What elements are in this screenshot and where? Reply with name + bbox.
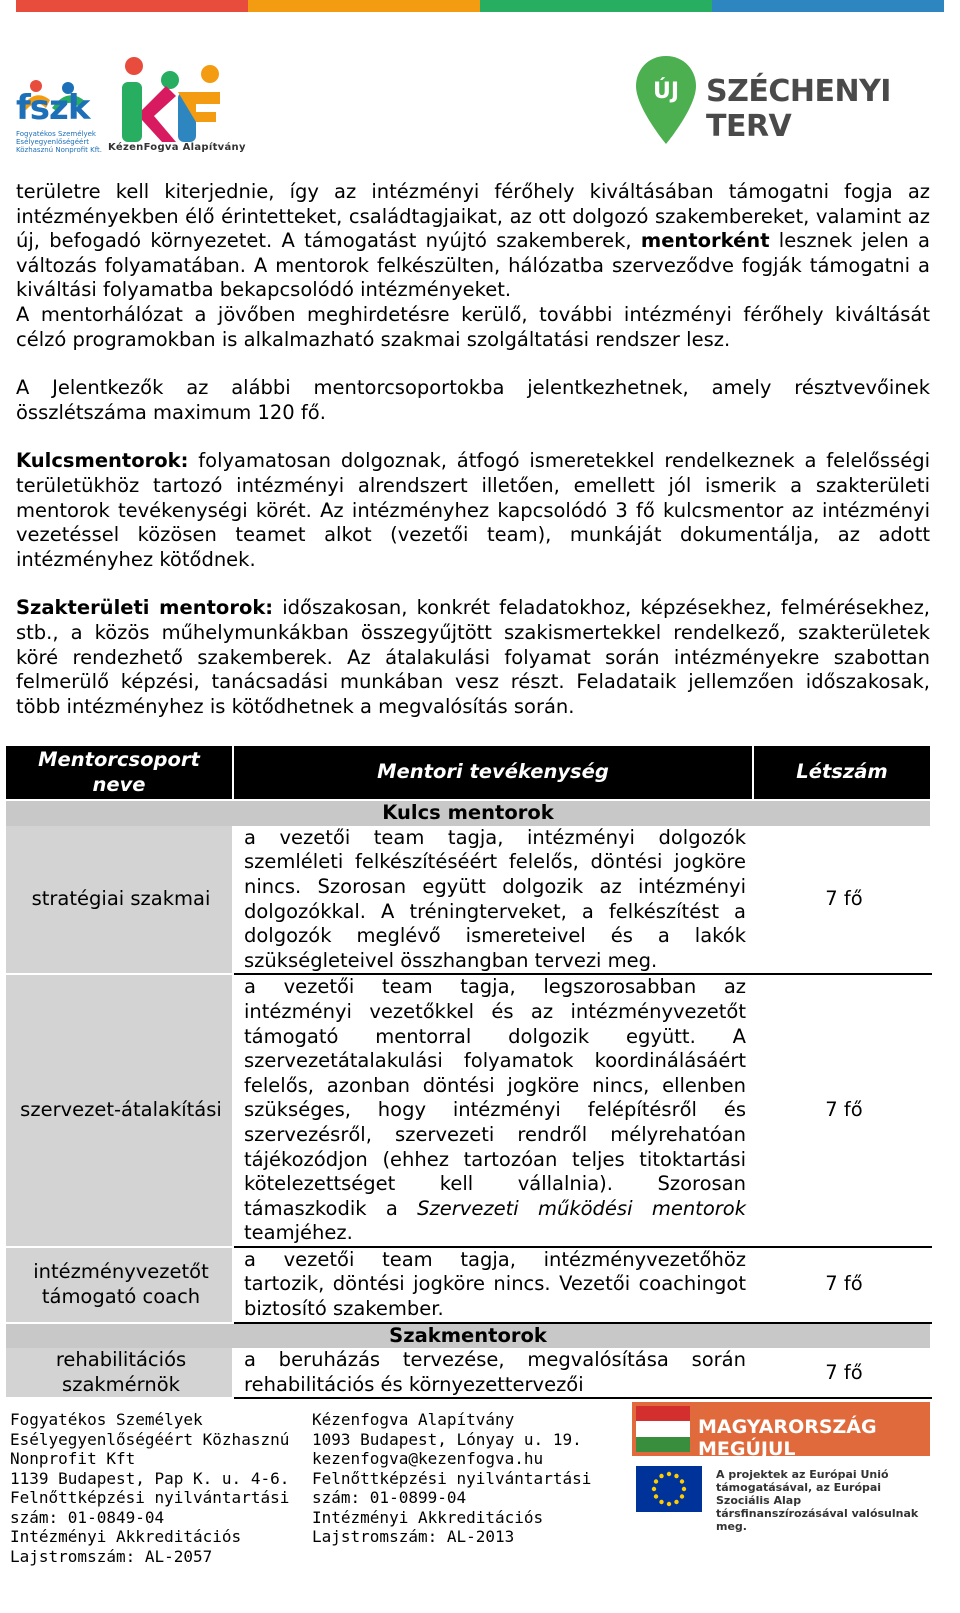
fszk-address-line: Intézményi Akkreditációs xyxy=(10,1527,242,1546)
section-key-mentors xyxy=(5,800,931,826)
kezenfogva-address-line: szám: 01-0899-04 xyxy=(312,1488,467,1507)
header-group-name: Mentorcsoport neve xyxy=(5,745,233,800)
paragraph-key-mentors xyxy=(16,449,930,572)
activity-run: teamjéhez. xyxy=(244,1221,353,1245)
intro-run: területre kell kiterjednie, így az intézményi férőhely kiváltásában támogatni fogja az intézményekben élő érintetteket, családtagjaikat, az ott dolgozó szakembereket, valamint az új, befogadó környezetet. A támogatást nyújtó szakemberek, xyxy=(16,180,930,253)
mentor-activity xyxy=(233,1247,753,1323)
mentor-activity xyxy=(233,826,753,975)
mentor-group-name: stratégiai szakmai xyxy=(5,826,233,975)
mentor-headcount: 7 fő xyxy=(753,1247,931,1323)
mentor-groups-table xyxy=(4,744,932,1399)
kezenfogva-address-line: kezenfogva@kezenfogva.hu xyxy=(312,1449,544,1468)
fszk-address-line: Esélyegyenlőségéért Közhasznú xyxy=(10,1429,290,1449)
mentor-headcount: 7 fő xyxy=(753,826,931,975)
eu-star-icon xyxy=(667,1472,671,1476)
header-activity: Mentori tevékenység xyxy=(233,745,753,800)
eu-funding-block xyxy=(632,1402,932,1533)
table-row xyxy=(5,1348,931,1398)
eu-star-icon xyxy=(659,1474,663,1478)
eu-funding-text: A projektek az Európai Unió támogatásával, az Európai Szociális Alap társfinanszírozásával valósulnak meg. xyxy=(716,1468,919,1533)
activity-run: a beruházás tervezése, megvalósítása során rehabilitációs és környezettervezői xyxy=(244,1348,746,1396)
field-mentors-label: Szakterületi mentorok: xyxy=(16,596,274,620)
intro-run: mentorként xyxy=(640,229,770,253)
paragraph-applicants: A Jelentkezők az alábbi mentorcsoportokba jelentkezhetnek, amely résztvevőinek összlétszáma maximum 120 fő. xyxy=(16,376,930,424)
page-header xyxy=(16,40,944,170)
eu-star-icon xyxy=(652,1487,656,1491)
table-row xyxy=(5,826,931,975)
magyarorszag-megujul-banner xyxy=(632,1402,930,1460)
eu-star-icon xyxy=(680,1479,684,1483)
intro-run: lesznek jelen a változás folyamatában. A mentorok felkészülten, hálózatba szerveződve fogják támogatni a kiváltási folyamatba bekapcsolódó intézményeket. xyxy=(16,229,930,302)
szechenyi-terv-logo xyxy=(634,54,944,154)
top-bar-red xyxy=(16,0,248,12)
main-content xyxy=(16,180,930,719)
top-color-bar xyxy=(16,0,944,12)
fszk-address-line: Nonprofit Kft xyxy=(10,1449,136,1468)
table-header-row xyxy=(5,745,931,800)
eu-star-icon xyxy=(654,1479,658,1483)
hungarian-flag-icon xyxy=(636,1406,690,1452)
fszk-address-line: Lajstromszám: AL-2057 xyxy=(10,1546,213,1566)
fszk-logo-subtitle: Fogyatékos Személyek Esélyegyenlőségéért Közhasznú Nonprofit Kft. xyxy=(16,130,103,154)
field-mentors-text: időszakosan, konkrét feladatokhoz, képzésekhez, felmérésekhez, stb., a közös műhelymunkákban összegyűjtött szakismertekkel rendelkező, szakterületek köré rendezhető szakemberek. Az átalakulási folyamat során intézményekre szabottan felmerülő képzési, tanácsadási munkában vesz részt. Feladataik jellemzően időszakosak, több intézményhez is kötődhetnek a megvalósítás során. xyxy=(16,596,930,718)
kezenfogva-logo-subtitle: KézenFogva Alapítvány xyxy=(108,142,246,153)
top-bar-orange xyxy=(248,0,480,12)
eu-star-icon xyxy=(674,1500,678,1504)
eu-star-icon xyxy=(680,1494,684,1498)
fszk-address-line: 1139 Budapest, Pap K. u. 4-6. xyxy=(10,1468,290,1488)
mentor-activity xyxy=(233,1348,753,1398)
mentor-group-name: rehabilitációs szakmérnök xyxy=(5,1348,233,1398)
activity-run: a vezetői team tagja, intézményvezetőhöz tartozik, döntési jogköre nincs. Vezetői coachingot biztosító szakember. xyxy=(244,1247,746,1321)
table-row xyxy=(5,1247,931,1323)
section-specialist-mentors xyxy=(5,1323,931,1349)
fszk-address-block xyxy=(10,1410,300,1566)
eu-star-icon xyxy=(674,1474,678,1478)
activity-run: a vezetői team tagja, legszorosabban az intézményi vezetőkkel és az intézményvezetőt támogató mentorral dolgozik együtt. A szervezetátalakulási folyamatok koordinálásáért felelős, azonban döntési jogköre nincs, ellenben szükséges, hogy intézményi felépítésről és szervezésről, szervezeti rendről mélyrehatóan tájékozódjon (ehhez tartozóan teljes titoktartási kötelezettséget kell vállalnia). Szorosan támaszkodik a xyxy=(244,975,746,1220)
activity-run: Szervezeti működési mentorok xyxy=(417,1196,746,1220)
mentor-headcount: 7 fő xyxy=(753,974,931,1247)
fszk-logo-text: fszk xyxy=(16,88,90,128)
kezenfogva-address-line: Intézményi Akkreditációs xyxy=(312,1507,544,1527)
fszk-address-line: Fogyatékos Személyek xyxy=(10,1410,203,1429)
eu-star-icon xyxy=(667,1502,671,1506)
kezenfogva-address-block xyxy=(312,1410,612,1547)
eu-star-icon xyxy=(682,1487,686,1491)
fszk-address-line: szám: 01-0849-04 xyxy=(10,1507,165,1527)
mentor-group-name: szervezet-átalakítási xyxy=(5,974,233,1247)
paragraph-field-mentors xyxy=(16,596,930,719)
szechenyi-terv-text: SZÉCHENYI TERV xyxy=(706,74,891,144)
map-pin-icon xyxy=(634,54,698,146)
szechenyi-pin-text: ÚJ xyxy=(652,79,680,104)
header-headcount: Létszám xyxy=(753,745,931,800)
top-bar-green xyxy=(480,0,712,12)
eu-star-icon xyxy=(654,1494,658,1498)
eu-star-icon xyxy=(659,1500,663,1504)
kezenfogva-address-line: 1093 Budapest, Lónyay u. 19. xyxy=(312,1429,582,1449)
table-row xyxy=(5,974,931,1247)
kezenfogva-address-line: Kézenfogva Alapítvány xyxy=(312,1410,515,1429)
mentor-headcount: 7 fő xyxy=(753,1348,931,1398)
top-bar-blue xyxy=(712,0,944,12)
paragraph-mentor-network: A mentorhálózat a jövőben meghirdetésre kerülő, további intézményi férőhely kiváltását célzó programokban is alkalmazható szakmai szolgáltatási rendszer lesz. xyxy=(16,302,930,351)
key-mentors-label: Kulcsmentorok: xyxy=(16,449,189,473)
key-mentors-text: folyamatosan dolgoznak, átfogó ismeretekkel rendelkeznek a felelősségi területükhöz tartozó intézményi alrendszert illetően, emellett jól ismerik a szakterületi mentorok tevékenységi körét. Az intézményhez kapcsolódó 3 fő kulcsmentor az intézményi vezetéssel közösen teamet alkot (vezetői team), munkáját dokumentálja, az adott intézményhez kötődnek. xyxy=(16,449,930,571)
kezenfogva-address-line: Lajstromszám: AL-2013 xyxy=(312,1527,515,1546)
activity-run: a vezetői team tagja, intézményi dolgozók szemléleti felkészítéséért felelős, döntési jogköre nincs. Szorosan együtt dolgozik az intézményi dolgozókkal. A tréningterveket, a felkészítést a dolgozók meglévő ismereteivel és a lakók szükségleteivel összhangban tervezi meg. xyxy=(244,825,746,972)
fszk-address-line: Felnőttképzési nyilvántartási xyxy=(10,1488,290,1507)
kezenfogva-address-line: Felnőttképzési nyilvántartási xyxy=(312,1468,592,1488)
mentor-group-name: intézményvezetőt támogató coach xyxy=(5,1247,233,1323)
page-footer xyxy=(10,1408,940,1608)
section-key-mentors-label: Kulcs mentorok xyxy=(5,800,931,826)
mentor-activity xyxy=(233,974,753,1247)
eu-flag-icon xyxy=(636,1466,702,1512)
magyarorszag-megujul-text: MAGYARORSZÁG MEGÚJUL xyxy=(698,1416,877,1460)
section-specialist-mentors-label: Szakmentorok xyxy=(5,1323,931,1349)
paragraph-mentors-intro xyxy=(16,180,930,303)
